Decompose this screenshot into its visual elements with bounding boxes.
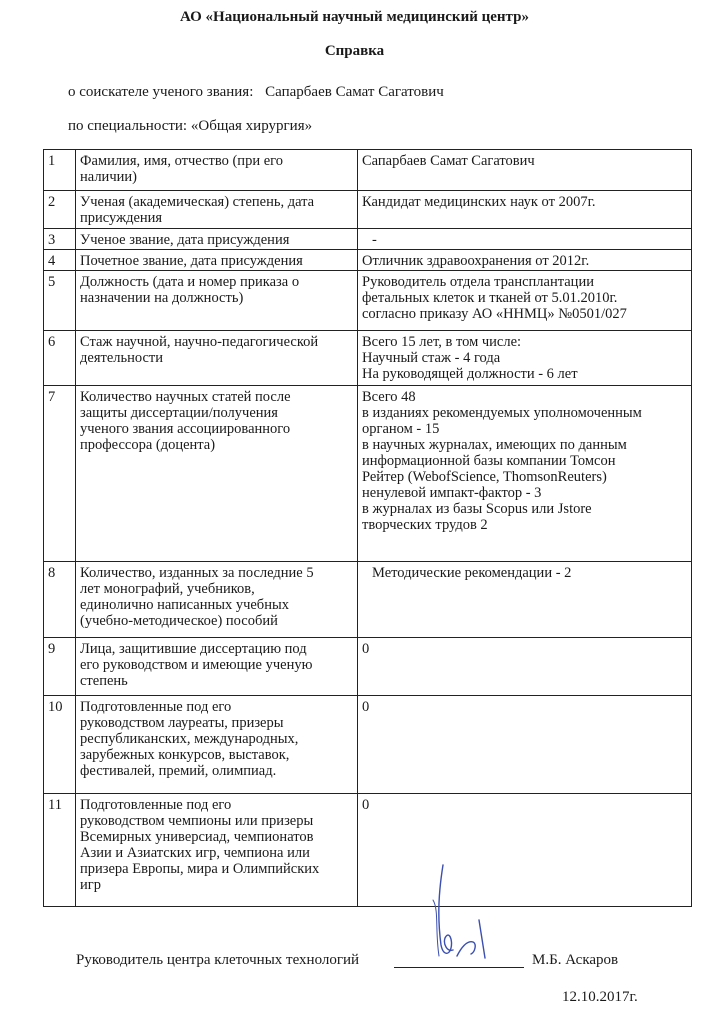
table-row: [44, 271, 692, 331]
info-table: [43, 149, 692, 907]
row-number: 6: [44, 331, 76, 386]
row-value: Кандидат медицинских наук от 2007г.: [358, 191, 692, 229]
row-number: 10: [44, 696, 76, 794]
signature-line: [394, 967, 524, 968]
row-number: 1: [44, 150, 76, 191]
row-number: 11: [44, 794, 76, 907]
specialty-label: по специальности:: [68, 118, 188, 134]
subject-label: о соискателе ученого звания:: [68, 84, 254, 100]
row-value: 0: [358, 696, 692, 794]
document-title: Справка: [324, 43, 385, 59]
row-value: Всего 48 в изданиях рекомендуемых уполномоченным органом - 15 в научных журналах, имеющих по данным информационной базы компании Томсон Рейтер (WebofScience, ThomsonReuters) ненулевой импакт-фактор - 3 в журналах из базы Scopus или Jstore творческих трудов 2: [358, 386, 692, 562]
row-value: Отличник здравоохранения от 2012г.: [358, 250, 692, 271]
table-row: [44, 562, 692, 638]
table-row: [44, 150, 692, 191]
row-field: Должность (дата и номер приказа о назначении на должность): [76, 271, 358, 331]
signer-name: М.Б. Аскаров: [532, 952, 619, 968]
row-field: Лица, защитившие диссертацию под его руководством и имеющие ученую степень: [76, 638, 358, 696]
row-field: Подготовленные под его руководством чемпионы или призеры Всемирных универсиад, чемпионатов Азии и Азиатских игр, чемпиона или призера Европы, мира и Олимпийских игр: [76, 794, 358, 907]
table-row: [44, 250, 692, 271]
row-field: Почетное звание, дата присуждения: [76, 250, 358, 271]
row-number: 9: [44, 638, 76, 696]
row-number: 7: [44, 386, 76, 562]
row-field: Стаж научной, научно-педагогической деятельности: [76, 331, 358, 386]
subject-name: Сапарбаев Самат Сагатович: [265, 84, 444, 100]
row-value: 0: [358, 794, 692, 907]
row-field: Подготовленные под его руководством лауреаты, призеры республиканских, международных, зарубежных конкурсов, выставок, фестивалей, премий, олимпиад.: [76, 696, 358, 794]
table-row: [44, 696, 692, 794]
table-row: [44, 229, 692, 250]
row-number: 3: [44, 229, 76, 250]
row-value: -: [358, 229, 692, 250]
signature-mark: [395, 860, 510, 965]
row-field: Фамилия, имя, отчество (при его наличии): [76, 150, 358, 191]
row-number: 4: [44, 250, 76, 271]
row-value: Всего 15 лет, в том числе: Научный стаж - 4 года На руководящей должности - 6 лет: [358, 331, 692, 386]
footer-role: Руководитель центра клеточных технологий: [76, 952, 360, 968]
row-value: 0: [358, 638, 692, 696]
row-number: 2: [44, 191, 76, 229]
row-field: Количество, изданных за последние 5 лет монографий, учебников, единолично написанных учебных (учебно-методическое) пособий: [76, 562, 358, 638]
row-number: 8: [44, 562, 76, 638]
row-value: Методические рекомендации - 2: [358, 562, 692, 638]
specialty-line: [68, 118, 312, 135]
row-value: Руководитель отдела трансплантации фетальных клеток и тканей от 5.01.2010г. согласно приказу АО «ННМЦ» №0501/027: [358, 271, 692, 331]
row-field: Ученое звание, дата присуждения: [76, 229, 358, 250]
table-row: [44, 386, 692, 562]
table-row: [44, 638, 692, 696]
row-field: Ученая (академическая) степень, дата присуждения: [76, 191, 358, 229]
specialty-value: «Общая хирургия»: [190, 118, 313, 134]
table-row: [44, 331, 692, 386]
organization-title: АО «Национальный научный медицинский центр»: [180, 9, 529, 25]
row-value: Сапарбаев Самат Сагатович: [358, 150, 692, 191]
table-row: [44, 794, 692, 907]
document-date: 12.10.2017г.: [562, 989, 638, 1005]
subject-line: [68, 84, 444, 101]
table-row: [44, 191, 692, 229]
row-number: 5: [44, 271, 76, 331]
row-field: Количество научных статей после защиты диссертации/получения ученого звания ассоциированного профессора (доцента): [76, 386, 358, 562]
